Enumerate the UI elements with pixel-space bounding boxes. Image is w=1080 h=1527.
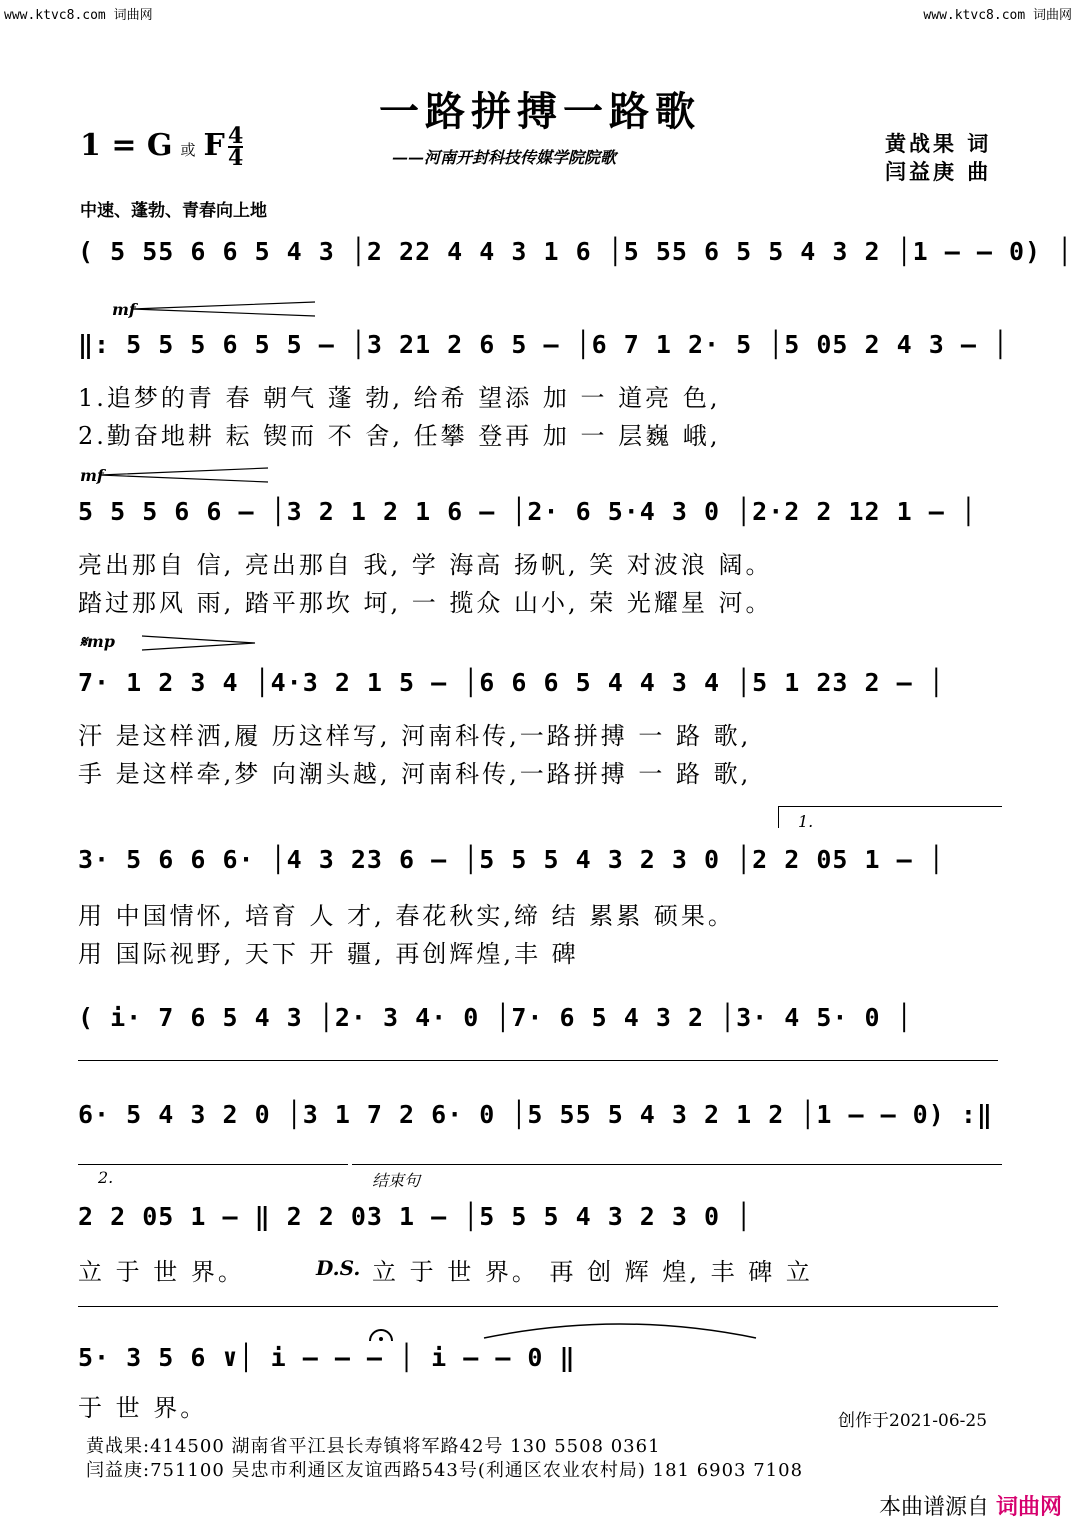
segno-mp: 𝄋mp [80,632,115,651]
composition-date: 创作于2021-06-25 [838,1411,988,1431]
lyric-line-3-verse-2: 踏过那风 雨, 踏平那坎 坷, 一 揽众 山小, 荣 光耀星 河。 [78,589,773,617]
composer-credit: 闫益庚 曲 [885,159,992,184]
footer-source-text: 本曲谱源自 [878,1495,989,1520]
key-or: 或 [180,141,196,159]
volta-1-label: 1. [798,812,814,831]
volta-1-bracket [778,806,1002,807]
key-signature [80,128,225,163]
closing-bracket [78,1306,998,1307]
volta-1-stem [778,806,779,828]
lyric-line-4-verse-1: 汗 是这样洒,履 历这样写, 河南科传,一路拼搏 一 路 歌, [78,722,752,750]
dynamic-mf-2: mf [80,466,104,485]
score-line-1: ( 5 55 6 6 5 4 3 │2 22 4 4 3 1 6 │5 55 6 5 5 4 3 2 │1 – – 0) │ [78,237,1074,266]
dal-segno-mark: D.S. [316,1256,361,1280]
score-line-7: 6· 5 4 3 2 0 │3 1 7 2 6· 0 │5 55 5 4 3 2 1 2 │1 – – 0) :‖ [78,1100,993,1129]
lyric-line-4-verse-2: 手 是这样牵,梦 向潮头越, 河南科传,一路拼搏 一 路 歌, [78,760,752,788]
score-line-9: 5· 3 5 6 ∨│ i – – – │ i – – 0 ‖ [78,1343,576,1372]
score-line-6: ( i· 7 6 5 4 3 │2· 3 4· 0 │7· 6 5 4 3 2 │3· 4 5· 0 │ [78,1003,913,1032]
crescendo-hairpin-1 [130,300,320,318]
song-subtitle: ——河南开封科技传媒学院院歌 [392,148,617,167]
lyric-line-2-verse-1: 1.追梦的青 春 朝气 蓬 勃, 给希 望添 加 一 道亮 色, [78,384,721,412]
score-line-2: ‖: 5 5 5 6 5 5 – │3 21 2 6 5 – │6 7 1 2· 5 │5 05 2 4 3 – │ [78,330,1009,359]
address-composer: 闫益庚:751100 吴忠市利通区友谊西路543号(利通区农业农村局) 181 6903 7108 [86,1460,804,1481]
decrescendo-hairpin [140,634,260,652]
score-line-3: 5 5 5 6 6 – │3 2 1 2 1 6 – │2· 6 5·4 3 0 │2·2 2 12 1 – │ [78,497,977,526]
song-title: 一路拼搏一路歌 [379,88,701,135]
address-lyricist: 黄战果:414500 湖南省平江县长寿镇将军路42号 130 5508 0361 [86,1436,661,1457]
interlude-bracket [78,1060,998,1061]
watermark-right: www.ktvc8.com 词曲网 [923,8,1072,23]
ending-bracket [352,1164,1002,1165]
time-top: 4 [228,123,244,149]
lyric-line-3-verse-1: 亮出那自 信, 亮出那自 我, 学 海高 扬帆, 笑 对波浪 阔。 [78,551,773,579]
volta-2-label: 2. [98,1168,114,1187]
volta-2-bracket [78,1164,348,1165]
lyric-line-8-b: 立 于 世 界。 再 创 辉 煌, 丰 碑 立 [372,1258,813,1286]
key-prefix: 1 = G [80,128,173,163]
lyric-line-5-verse-2: 用 国际视野, 天下 开 疆, 再创辉煌,丰 碑 [78,940,579,968]
tempo-marking: 中速、蓬勃、青春向上地 [80,201,267,221]
ending-label: 结束句 [372,1171,421,1190]
watermark-left: www.ktvc8.com 词曲网 [4,8,153,23]
lyric-line-8-a: 立 于 世 界。 [78,1258,245,1286]
dynamic-mf-1: mf [112,300,136,319]
key-alt: F [203,128,225,163]
time-signature [228,123,244,171]
lyric-line-2-verse-2: 2.勤奋地耕 耘 锲而 不 舍, 任攀 登再 加 一 层巍 峨, [78,422,721,450]
tie-arc [480,1318,760,1342]
score-line-5: 3· 5 6 6 6· │4 3 23 6 – │5 5 5 4 3 2 3 0 │2 2 05 1 – │ [78,845,945,874]
score-line-8: 2 2 05 1 – ‖ 2 2 03 1 – │5 5 5 4 3 2 3 0 │ [78,1202,753,1231]
crescendo-hairpin-2 [98,466,273,484]
lyric-line-5-verse-1: 用 中国情怀, 培育 人 才, 春花秋实,缔 结 累累 硕果。 [78,902,735,930]
score-line-4: 7· 1 2 3 4 │4·3 2 1 5 – │6 6 6 5 4 4 3 4 │5 1 23 2 – │ [78,668,945,697]
lyric-line-9: 于 世 界。 [78,1394,208,1422]
time-bottom: 4 [228,145,244,171]
fermata-icon [368,1325,394,1345]
footer-source [879,1490,1062,1521]
lyricist-credit: 黄战果 词 [885,131,992,156]
footer-site-link[interactable]: 词曲网 [995,1495,1062,1520]
